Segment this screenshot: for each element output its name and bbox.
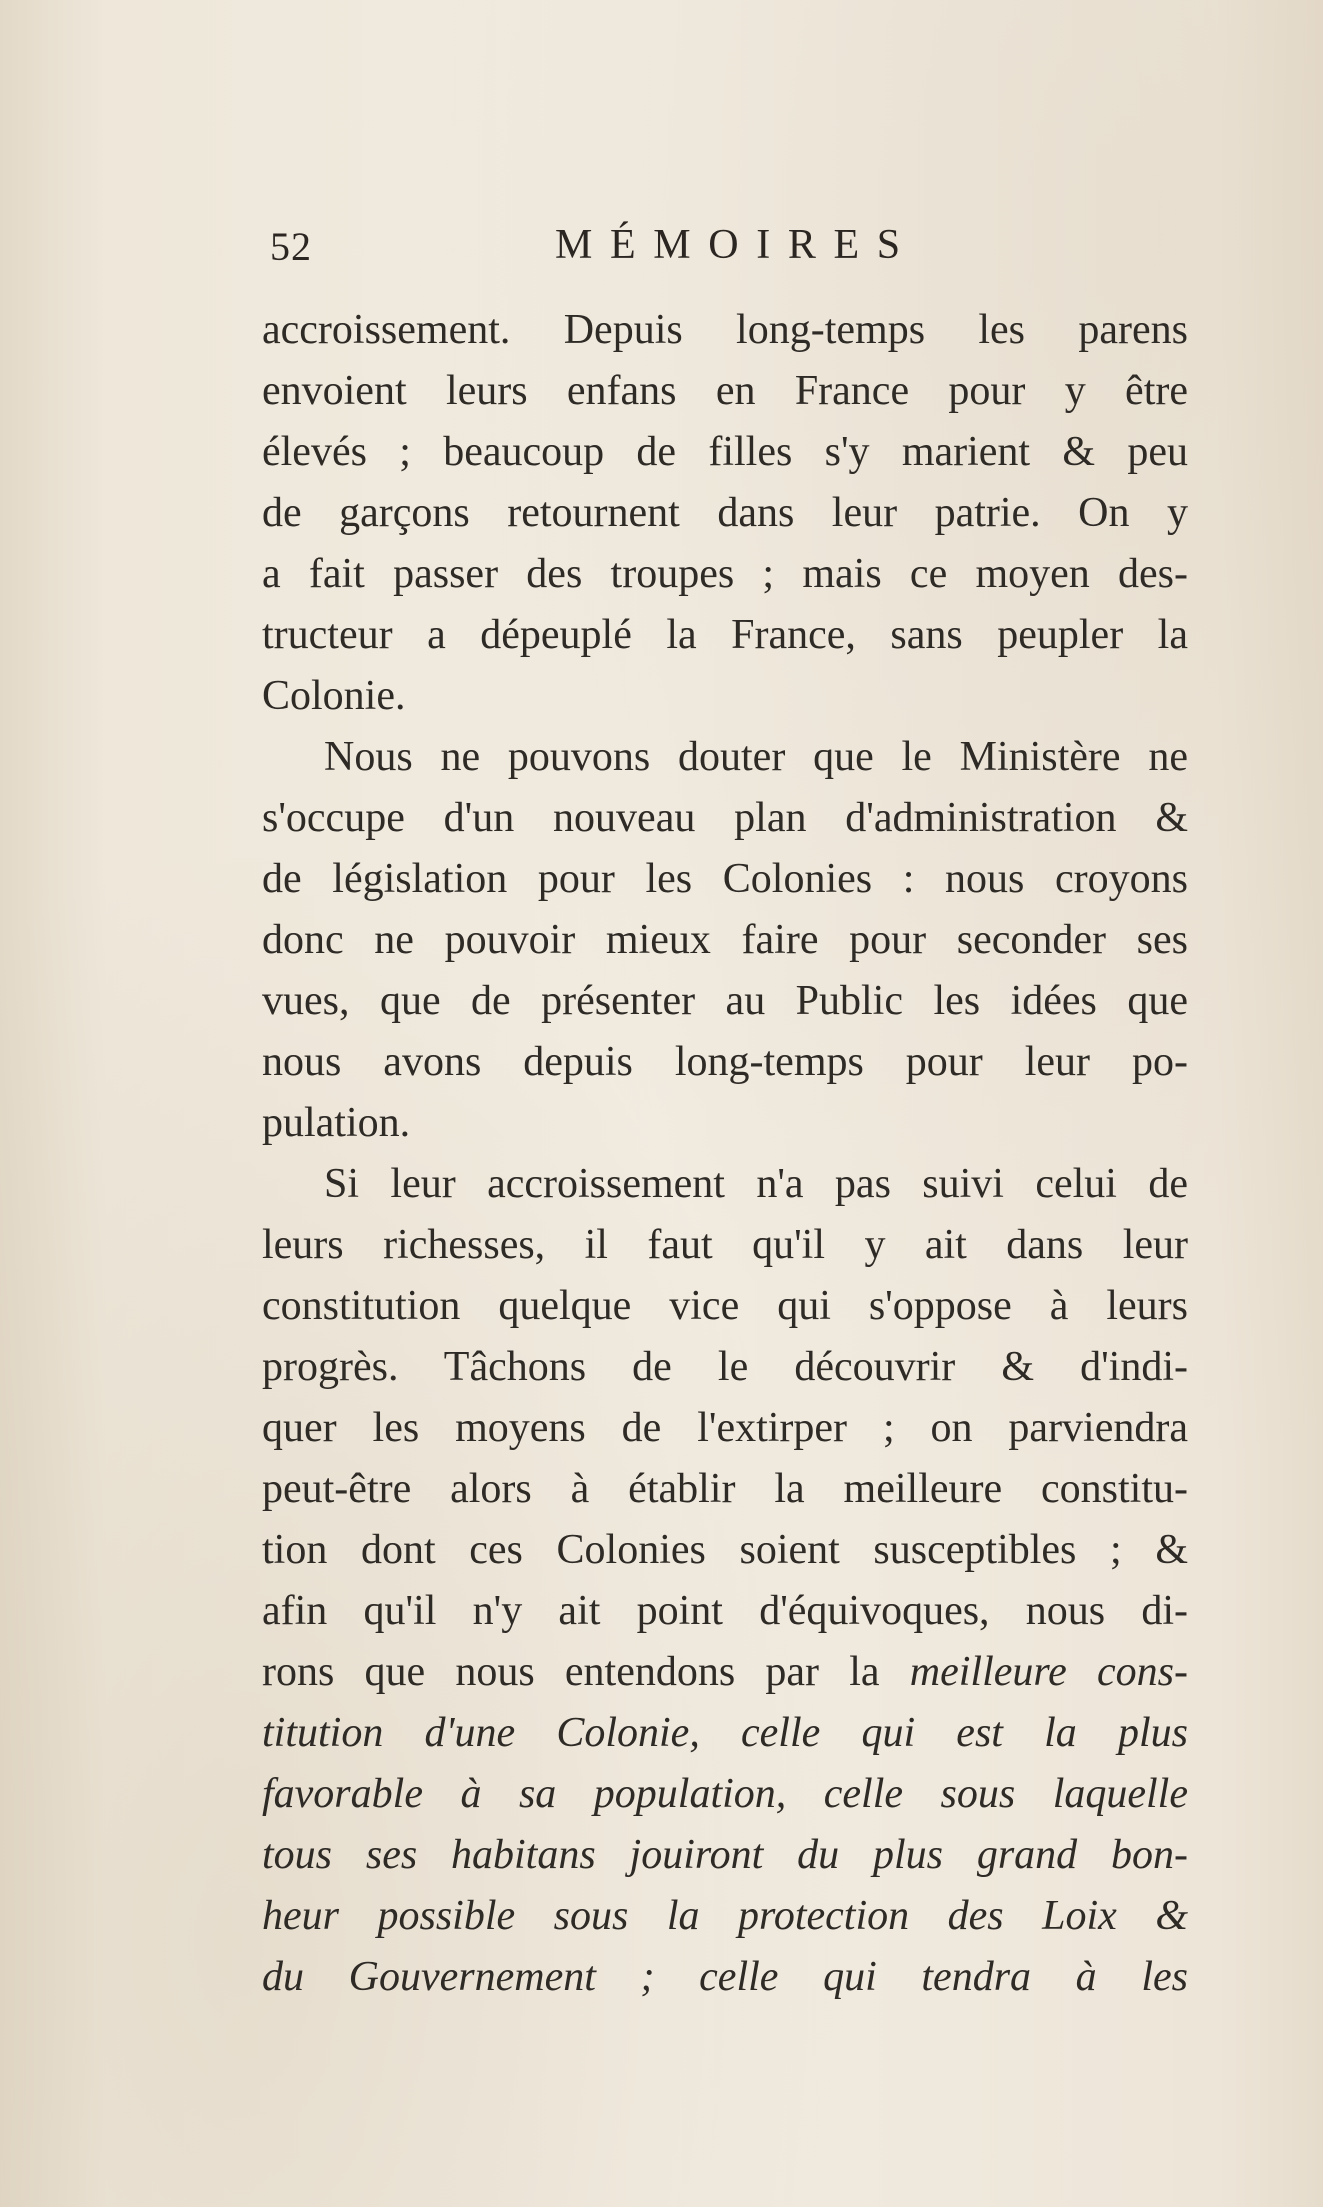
text-line: heur possible sous la protection des Loix & bbox=[262, 1893, 1188, 1939]
text-line: Colonie. bbox=[262, 673, 406, 719]
text-line: quer les moyens de l'extirper ; on parviendra bbox=[262, 1405, 1188, 1451]
text-line: peut-être alors à établir la meilleure constitu- bbox=[262, 1466, 1188, 1512]
page-header bbox=[270, 215, 1170, 275]
text-line: Nous ne pouvons douter que le Ministère ne bbox=[324, 734, 1188, 780]
running-title: MÉMOIRES bbox=[555, 222, 918, 268]
text-line: tructeur a dépeuplé la France, sans peupler la bbox=[262, 612, 1188, 658]
text-line: leurs richesses, il faut qu'il y ait dans leur bbox=[262, 1222, 1188, 1268]
text-line: afin qu'il n'y ait point d'équivoques, nous di- bbox=[262, 1588, 1188, 1634]
italic-phrase: meilleure cons- bbox=[909, 1649, 1188, 1695]
text-line: donc ne pouvoir mieux faire pour seconder ses bbox=[262, 917, 1188, 963]
text-line: progrès. Tâchons de le découvrir & d'indi- bbox=[262, 1344, 1188, 1390]
text-line: a fait passer des troupes ; mais ce moyen des- bbox=[262, 551, 1188, 597]
text-line: de législation pour les Colonies : nous croyons bbox=[262, 856, 1188, 902]
text-line: favorable à sa population, celle sous laquelle bbox=[262, 1771, 1188, 1817]
text-line: de garçons retournent dans leur patrie. On y bbox=[262, 490, 1188, 536]
text-line: s'occupe d'un nouveau plan d'administration & bbox=[262, 795, 1188, 841]
text-line: tion dont ces Colonies soient susceptibles ; & bbox=[262, 1527, 1188, 1573]
text-line: tous ses habitans jouiront du plus grand bon- bbox=[262, 1832, 1188, 1878]
text-line bbox=[262, 1642, 1188, 1703]
text-line: accroissement. Depuis long-temps les parens bbox=[262, 307, 1188, 353]
text-line: envoient leurs enfans en France pour y être bbox=[262, 368, 1188, 414]
text-line: Si leur accroissement n'a pas suivi celui de bbox=[324, 1161, 1188, 1207]
text-line: pulation. bbox=[262, 1100, 411, 1146]
text-segment: rons que nous entendons par la bbox=[262, 1649, 880, 1695]
page-number: 52 bbox=[270, 224, 312, 269]
text-line: élevés ; beaucoup de filles s'y marient & peu bbox=[262, 429, 1188, 475]
text-line: constitution quelque vice qui s'oppose à leurs bbox=[262, 1283, 1188, 1329]
text-line: du Gouvernement ; celle qui tendra à les bbox=[262, 1954, 1188, 2000]
body-text bbox=[262, 300, 1188, 2008]
text-line: vues, que de présenter au Public les idées que bbox=[262, 978, 1188, 1024]
text-line: titution d'une Colonie, celle qui est la plus bbox=[262, 1710, 1188, 1756]
text-line: nous avons depuis long-temps pour leur po- bbox=[262, 1039, 1188, 1085]
